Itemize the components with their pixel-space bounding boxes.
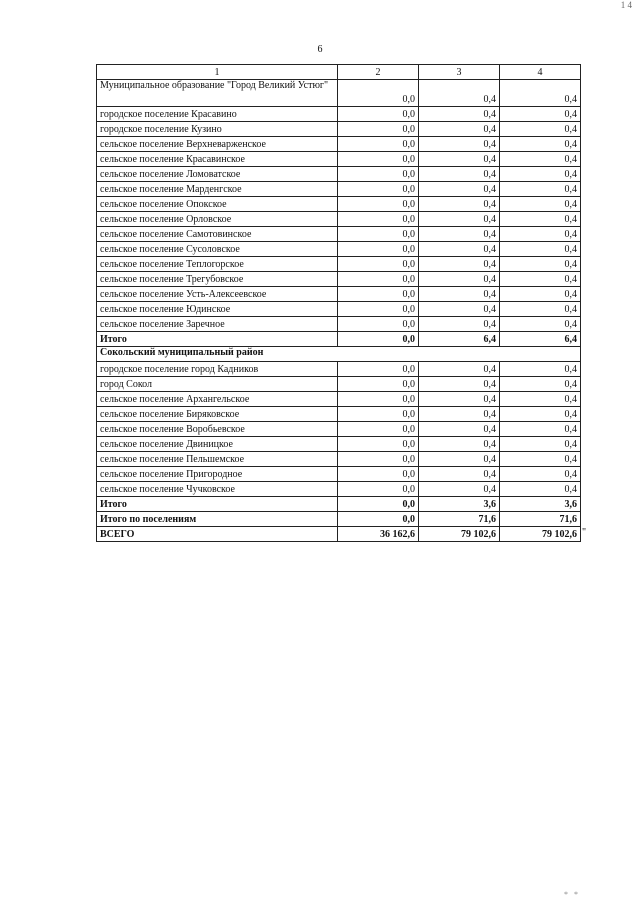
row-value-3: 71,6 [419, 512, 500, 527]
grand-total-row [97, 527, 581, 542]
row-name: сельское поселение Опокское [97, 197, 338, 212]
corner-mark: 1 4 [620, 0, 632, 10]
row-name: Итого [97, 332, 338, 347]
row-value-4: 0,4 [500, 272, 581, 287]
row-name: сельское поселение Теплогорское [97, 257, 338, 272]
row-name: сельское поселение Красавинское [97, 152, 338, 167]
row-value-3: 0,4 [419, 80, 500, 107]
row-value-3: 0,4 [419, 272, 500, 287]
row-value-2: 0,0 [338, 407, 419, 422]
row-value-3: 0,4 [419, 452, 500, 467]
row-value-3: 0,4 [419, 362, 500, 377]
row-value-3: 0,4 [419, 482, 500, 497]
row-name: городское поселение Красавино [97, 107, 338, 122]
row-value-4: 0,4 [500, 107, 581, 122]
page-number: 6 [317, 44, 323, 55]
section-title: Сокольский муниципальный район [97, 347, 581, 362]
row-value-3: 0,4 [419, 227, 500, 242]
table-row [97, 122, 581, 137]
table-row [97, 212, 581, 227]
row-value-3: 0,4 [419, 167, 500, 182]
row-value-4: 6,4 [500, 332, 581, 347]
row-value-4: 0,4 [500, 122, 581, 137]
table-row [97, 407, 581, 422]
row-value-3: 0,4 [419, 287, 500, 302]
row-value-4: 0,4 [500, 407, 581, 422]
row-name: городское поселение Кузино [97, 122, 338, 137]
row-value-2: 0,0 [338, 422, 419, 437]
table-row [97, 152, 581, 167]
row-value-4: 0,4 [500, 452, 581, 467]
settlements-total-row [97, 512, 581, 527]
row-name: город Сокол [97, 377, 338, 392]
row-value-2: 0,0 [338, 182, 419, 197]
row-value-3: 0,4 [419, 137, 500, 152]
table-row [97, 107, 581, 122]
row-name: сельское поселение Сусоловское [97, 242, 338, 257]
row-value-2: 0,0 [338, 227, 419, 242]
header-col-2: 2 [338, 65, 419, 80]
row-value-4: 0,4 [500, 257, 581, 272]
row-value-2: 0,0 [338, 272, 419, 287]
row-value-2: 0,0 [338, 107, 419, 122]
row-value-3: 0,4 [419, 392, 500, 407]
row-value-2: 0,0 [338, 302, 419, 317]
header-row [97, 65, 581, 80]
row-value-4: 79 102,6 [500, 527, 581, 542]
row-name: сельское поселение Пельшемское [97, 452, 338, 467]
row-value-4: 3,6 [500, 497, 581, 512]
row-value-3: 0,4 [419, 317, 500, 332]
row-value-4: 0,4 [500, 482, 581, 497]
subtotal-row [97, 332, 581, 347]
row-name: Итого [97, 497, 338, 512]
row-name: сельское поселение Архангельское [97, 392, 338, 407]
row-value-3: 79 102,6 [419, 527, 500, 542]
table-row [97, 182, 581, 197]
table-body [97, 80, 581, 542]
row-value-4: 0,4 [500, 137, 581, 152]
table-row [97, 167, 581, 182]
row-value-2: 0,0 [338, 362, 419, 377]
closing-quote-mark: " [582, 527, 587, 538]
row-value-3: 0,4 [419, 407, 500, 422]
row-name: сельское поселение Юдинское [97, 302, 338, 317]
table-row [97, 302, 581, 317]
table-row [97, 437, 581, 452]
table-row [97, 80, 581, 107]
table-row [97, 377, 581, 392]
row-value-3: 6,4 [419, 332, 500, 347]
budget-table [96, 64, 581, 542]
table-row [97, 287, 581, 302]
row-value-4: 0,4 [500, 197, 581, 212]
row-value-4: 0,4 [500, 242, 581, 257]
row-value-3: 0,4 [419, 107, 500, 122]
row-value-2: 0,0 [338, 332, 419, 347]
table-row [97, 392, 581, 407]
row-value-4: 0,4 [500, 467, 581, 482]
header-col-1: 1 [97, 65, 338, 80]
row-value-2: 0,0 [338, 437, 419, 452]
row-value-4: 0,4 [500, 167, 581, 182]
row-value-2: 0,0 [338, 80, 419, 107]
row-value-3: 0,4 [419, 437, 500, 452]
table-row [97, 227, 581, 242]
header-col-4: 4 [500, 65, 581, 80]
row-name: сельское поселение Ломоватское [97, 167, 338, 182]
row-value-2: 0,0 [338, 287, 419, 302]
table-row [97, 242, 581, 257]
table-row [97, 452, 581, 467]
row-name: сельское поселение Орловское [97, 212, 338, 227]
row-name: сельское поселение Воробьевское [97, 422, 338, 437]
row-name: сельское поселение Пригородное [97, 467, 338, 482]
table-row [97, 197, 581, 212]
row-value-2: 0,0 [338, 197, 419, 212]
row-value-4: 0,4 [500, 317, 581, 332]
row-value-2: 0,0 [338, 122, 419, 137]
row-value-3: 0,4 [419, 152, 500, 167]
row-name: Итого по поселениям [97, 512, 338, 527]
row-value-2: 0,0 [338, 512, 419, 527]
row-value-2: 0,0 [338, 137, 419, 152]
row-value-2: 0,0 [338, 482, 419, 497]
row-name: сельское поселение Усть-Алексеевское [97, 287, 338, 302]
table-row [97, 422, 581, 437]
row-value-3: 0,4 [419, 212, 500, 227]
row-name: Муниципальное образование "Город Великий Устюг" [97, 80, 338, 107]
row-value-4: 0,4 [500, 80, 581, 107]
row-name: сельское поселение Биряковское [97, 407, 338, 422]
table-row [97, 257, 581, 272]
row-value-4: 0,4 [500, 212, 581, 227]
row-value-4: 0,4 [500, 437, 581, 452]
table-row [97, 272, 581, 287]
row-value-2: 36 162,6 [338, 527, 419, 542]
row-name: городское поселение город Кадников [97, 362, 338, 377]
row-name: ВСЕГО [97, 527, 338, 542]
row-value-2: 0,0 [338, 467, 419, 482]
row-value-2: 0,0 [338, 392, 419, 407]
row-name: сельское поселение Самотовинское [97, 227, 338, 242]
row-value-3: 0,4 [419, 377, 500, 392]
row-value-3: 0,4 [419, 122, 500, 137]
row-value-2: 0,0 [338, 257, 419, 272]
row-name: сельское поселение Трегубовское [97, 272, 338, 287]
subtotal-row [97, 497, 581, 512]
row-value-4: 0,4 [500, 182, 581, 197]
row-value-2: 0,0 [338, 377, 419, 392]
row-value-3: 0,4 [419, 422, 500, 437]
row-value-4: 71,6 [500, 512, 581, 527]
bottom-mark: * * [564, 890, 580, 899]
row-value-3: 0,4 [419, 197, 500, 212]
row-value-2: 0,0 [338, 242, 419, 257]
table-row [97, 362, 581, 377]
row-value-4: 0,4 [500, 227, 581, 242]
row-value-4: 0,4 [500, 392, 581, 407]
table-row [97, 482, 581, 497]
row-value-3: 3,6 [419, 497, 500, 512]
row-value-2: 0,0 [338, 212, 419, 227]
row-value-3: 0,4 [419, 257, 500, 272]
row-value-2: 0,0 [338, 317, 419, 332]
row-value-3: 0,4 [419, 302, 500, 317]
row-value-2: 0,0 [338, 167, 419, 182]
row-value-3: 0,4 [419, 242, 500, 257]
row-name: сельское поселение Чучковское [97, 482, 338, 497]
row-value-4: 0,4 [500, 362, 581, 377]
row-value-4: 0,4 [500, 377, 581, 392]
section-header-row [97, 347, 581, 362]
row-value-4: 0,4 [500, 302, 581, 317]
row-name: сельское поселение Верхневарженское [97, 137, 338, 152]
row-name: сельское поселение Марденгское [97, 182, 338, 197]
table-row [97, 137, 581, 152]
row-value-3: 0,4 [419, 467, 500, 482]
row-name: сельское поселение Заречное [97, 317, 338, 332]
row-name: сельское поселение Двиницкое [97, 437, 338, 452]
row-value-2: 0,0 [338, 497, 419, 512]
table-row [97, 317, 581, 332]
header-col-3: 3 [419, 65, 500, 80]
row-value-3: 0,4 [419, 182, 500, 197]
row-value-2: 0,0 [338, 152, 419, 167]
row-value-4: 0,4 [500, 422, 581, 437]
row-value-2: 0,0 [338, 452, 419, 467]
row-value-4: 0,4 [500, 287, 581, 302]
row-value-4: 0,4 [500, 152, 581, 167]
table-row [97, 467, 581, 482]
